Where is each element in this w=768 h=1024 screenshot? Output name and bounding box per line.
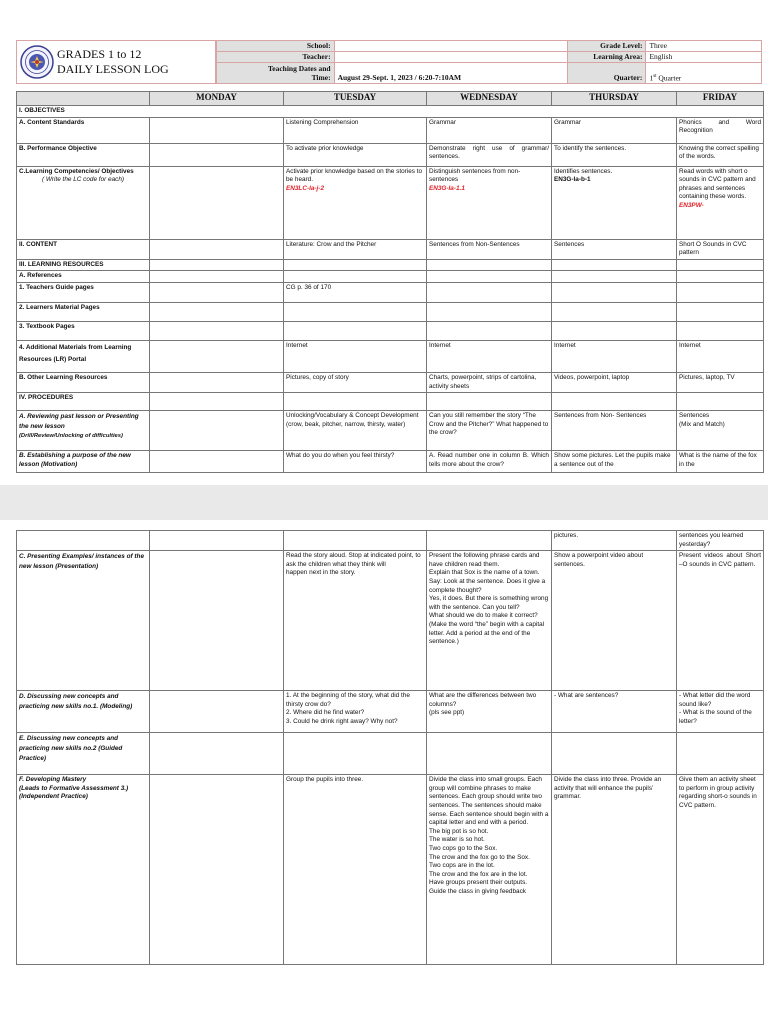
content-standards-fri: Phonics and Word Recognition [677, 117, 764, 143]
competencies-thu-text: Identifies sentences. [554, 167, 613, 175]
textbook-row [17, 321, 764, 340]
mastery-label-2: (Leads to Formative Assessment 3.) [19, 784, 129, 792]
school-value [334, 41, 568, 52]
info-table [216, 40, 762, 84]
competencies-label: C.Learning Competencies/ Objectives [19, 167, 134, 175]
content-mon [150, 239, 284, 259]
presenting-tue: Read the story aloud. Stop at indicated point, to ask the children what they think will happen next in the story. [284, 551, 427, 691]
establishing-wed: A. Read number one in column B. Which tells more about the crow? [427, 451, 552, 473]
deped-seal-icon [20, 45, 54, 79]
grade-level-label: Grade Level: [568, 41, 646, 52]
performance-thu: To identify the sentences. [552, 143, 677, 166]
mastery-fri: Give them an activity sheet to perform in group activity regarding short-o sounds in CVC pattern. [677, 775, 764, 965]
textbook-label: 3. Textbook Pages [17, 321, 150, 340]
page-1 [0, 0, 768, 485]
competencies-thu [552, 166, 677, 239]
discussing-2-row [17, 733, 764, 775]
additional-materials-fri: Internet [677, 340, 764, 372]
title-line-1: GRADES 1 to 12 [57, 47, 142, 61]
content-standards-tue: Listening Comprehension [284, 117, 427, 143]
discussing-1-thu: - What are sentences? [552, 691, 677, 733]
dates-label-line-2: Time: [311, 73, 331, 82]
day-thursday: THURSDAY [552, 92, 677, 106]
establishing-thu: Show some pictures. Let the pupils make a sentence out of the [552, 451, 677, 473]
competencies-thu-code: EN3G-Ia-b-1 [554, 176, 591, 184]
establishing-fri: What is the name of the fox in the [677, 451, 764, 473]
mastery-row [17, 775, 764, 965]
teachers-guide-row [17, 282, 764, 302]
reviewing-label: A. Reviewing past lesson or Presenting the new lesson [19, 413, 139, 431]
content-row [17, 239, 764, 259]
reviewing-thu: Sentences from Non- Sentences [552, 411, 677, 451]
competencies-wed-code: EN3G-Ia-1.1 [429, 184, 465, 192]
reviewing-sublabel: (Drill/Review/Unlocking of difficulties) [19, 433, 123, 440]
lesson-log-header [16, 40, 762, 84]
performance-tue: To activate prior knowledge [284, 143, 427, 166]
discussing-1-tue: 1. At the beginning of the story, what did the thirsty crow do? 2. Where did he find water? 3. Could he drink right away? Why not? [284, 691, 427, 733]
references-row [17, 271, 764, 283]
procedures-label: IV. PROCEDURES [17, 393, 150, 411]
mastery-label-3: (Independent Practice) [19, 793, 88, 801]
presenting-row [17, 551, 764, 691]
learning-area-value: English [646, 52, 762, 63]
teachers-guide-mon [150, 282, 284, 302]
objectives-heading: I. OBJECTIVES [17, 106, 764, 118]
performance-row [17, 143, 764, 166]
continuation-fri: sentences you learned yesterday? [677, 531, 764, 551]
content-standards-row [17, 117, 764, 143]
day-header-row [17, 92, 764, 106]
performance-wed: Demonstrate right use of grammar/ sentences. [427, 143, 552, 166]
discussing-1-row [17, 691, 764, 733]
discussing-1-wed: What are the differences between two columns? (pls see ppt) [427, 691, 552, 733]
content-standards-thu: Grammar [552, 117, 677, 143]
mastery-wed: Divide the class into small groups. Each group will combine phrases to make sentences. Each group should write two sentences. The sentences should make sense. Each sentence should begin with a capital letter and end with a period. The big pot is so hot. The water is so hot. Two cops go to the Sox. The crow and the fox go to the Sox. Two cops are in the lot. The crow and the fox are in the lot. Have groups present their outputs. Guide the class in giving feedback [427, 775, 552, 965]
establishing-tue: What do you do when you feel thirsty? [284, 451, 427, 473]
teacher-value [334, 52, 568, 63]
quarter-word: Quarter [658, 73, 682, 82]
reviewing-row [17, 411, 764, 451]
reviewing-tue: Unlocking/Vocabulary & Concept Development (crow, beak, pitcher, narrow, thirsty, water) [284, 411, 427, 451]
competencies-row [17, 166, 764, 239]
day-tuesday: TUESDAY [284, 92, 427, 106]
learning-resources-label: III. LEARNING RESOURCES [17, 259, 150, 271]
page-2 [0, 520, 768, 1024]
learning-resources-row [17, 259, 764, 271]
lesson-table-page-2 [16, 530, 764, 965]
mastery-label-cell [17, 775, 150, 965]
mastery-label-1: F. Developing Mastery [19, 776, 87, 784]
other-resources-tue: Pictures, copy of story [284, 372, 427, 392]
references-label: A. References [17, 271, 150, 283]
content-thu: Sentences [552, 239, 677, 259]
other-resources-row [17, 372, 764, 392]
competencies-sublabel: ( Write the LC code for each) [41, 176, 125, 184]
reviewing-fri: Sentences (Mix and Match) [677, 411, 764, 451]
content-standards-wed: Grammar [427, 117, 552, 143]
competencies-wed-text: Distinguish sentences from non-sentences [429, 167, 521, 184]
title-block [16, 40, 216, 84]
performance-label: B. Performance Objective [17, 143, 150, 166]
reviewing-mon [150, 411, 284, 451]
teacher-label: Teacher: [217, 52, 335, 63]
competencies-fri [677, 166, 764, 239]
learning-area-label: Learning Area: [568, 52, 646, 63]
discussing-2-label: E. Discussing new concepts and practicing new skills no.2 (Guided Practice) [17, 733, 150, 775]
grade-level-value: Three [646, 41, 762, 52]
continuation-thu: pictures. [552, 531, 677, 551]
learners-material-row [17, 302, 764, 321]
performance-mon [150, 143, 284, 166]
competencies-tue-text: Activate prior knowledge based on the stories to be heard. [286, 167, 423, 184]
additional-materials-wed: Internet [427, 340, 552, 372]
presenting-label: C. Presenting Examples/ instances of the new lesson (Presentation) [17, 551, 150, 691]
competencies-tue [284, 166, 427, 239]
dates-label-line-1: Teaching Dates and [267, 64, 331, 73]
procedures-row [17, 393, 764, 411]
teachers-guide-label: 1. Teachers Guide pages [17, 282, 150, 302]
presenting-mon [150, 551, 284, 691]
school-label: School: [217, 41, 335, 52]
mastery-thu: Divide the class into three. Provide an activity that will enhance the pupils’ grammar. [552, 775, 677, 965]
presenting-wed: Present the following phrase cards and have children read them. Explain that Sox is the name of a town. Say: Look at the sentence. Does it give a complete thought? Yes, it does. But there is something wrong with the sentence. Can you tell? What should we do to make it correct? (Make the word “the” begin with a capital letter. Add a period at the end of the sentence.) [427, 551, 552, 691]
dates-label [217, 63, 335, 84]
establishing-row [17, 451, 764, 473]
discussing-1-fri: - What letter did the word sound like? - What is the sound of the letter? [677, 691, 764, 733]
teachers-guide-tue: CG p. 36 of 170 [284, 282, 427, 302]
competencies-mon [150, 166, 284, 239]
other-resources-mon [150, 372, 284, 392]
competencies-fri-code: EN3PW- [679, 201, 704, 209]
discussing-1-mon [150, 691, 284, 733]
reviewing-wed: Can you still remember the story “The Crow and the Pitcher?” What happened to the crow? [427, 411, 552, 451]
competencies-tue-code: EN3LC-Ia-j-2 [286, 184, 324, 192]
additional-materials-tue: Internet [284, 340, 427, 372]
day-friday: FRIDAY [677, 92, 764, 106]
mastery-tue: Group the pupils into three. [284, 775, 427, 965]
continuation-row [17, 531, 764, 551]
performance-fri: Knowing the correct spelling of the words. [677, 143, 764, 166]
other-resources-label: B. Other Learning Resources [17, 372, 150, 392]
quarter-ordinal: st [653, 73, 657, 79]
content-fri: Short O Sounds in CVC pattern [677, 239, 764, 259]
quarter-label: Quarter: [568, 63, 646, 84]
content-tue: Literature: Crow and the Pitcher [284, 239, 427, 259]
other-resources-thu: Videos, powerpoint, laptop [552, 372, 677, 392]
dates-value: August 29-Sept. 1, 2023 / 6:20-7:10AM [334, 63, 568, 84]
additional-materials-mon [150, 340, 284, 372]
discussing-1-label: D. Discussing new concepts and practicing new skills no.1. (Modeling) [17, 691, 150, 733]
content-standards-mon [150, 117, 284, 143]
learners-material-label: 2. Learners Material Pages [17, 302, 150, 321]
page-gap [0, 485, 768, 520]
objectives-row [17, 106, 764, 118]
additional-materials-thu: Internet [552, 340, 677, 372]
competencies-fri-text: Read words with short o sounds in CVC pattern and phrases and sentences containing these words. [679, 167, 756, 201]
establishing-mon [150, 451, 284, 473]
other-resources-wed: Charts, powerpoint, strips of cartolina, activity sheets [427, 372, 552, 392]
competencies-wed [427, 166, 552, 239]
quarter-number: 1 [649, 73, 654, 82]
other-resources-fri: Pictures, laptop, TV [677, 372, 764, 392]
title-line-2: DAILY LESSON LOG [57, 62, 169, 76]
additional-materials-row [17, 340, 764, 372]
presenting-fri: Present videos about Short –O sounds in CVC pattern. [677, 551, 764, 691]
day-wednesday: WEDNESDAY [427, 92, 552, 106]
content-label: II. CONTENT [17, 239, 150, 259]
day-monday: MONDAY [150, 92, 284, 106]
content-wed: Sentences from Non-Sentences [427, 239, 552, 259]
presenting-thu: Show a powerpoint video about sentences. [552, 551, 677, 691]
lesson-table-page-1 [16, 91, 764, 473]
title-text [57, 47, 169, 77]
content-standards-label: A. Content Standards [17, 117, 150, 143]
quarter-value [646, 63, 762, 84]
competencies-label-cell [17, 166, 150, 239]
reviewing-label-cell [17, 411, 150, 451]
establishing-label: B. Establishing a purpose of the new lesson (Motivation) [17, 451, 150, 473]
mastery-mon [150, 775, 284, 965]
additional-materials-label: 4. Additional Materials from Learning Resources (LR) Portal [17, 340, 150, 372]
corner-cell [17, 92, 150, 106]
